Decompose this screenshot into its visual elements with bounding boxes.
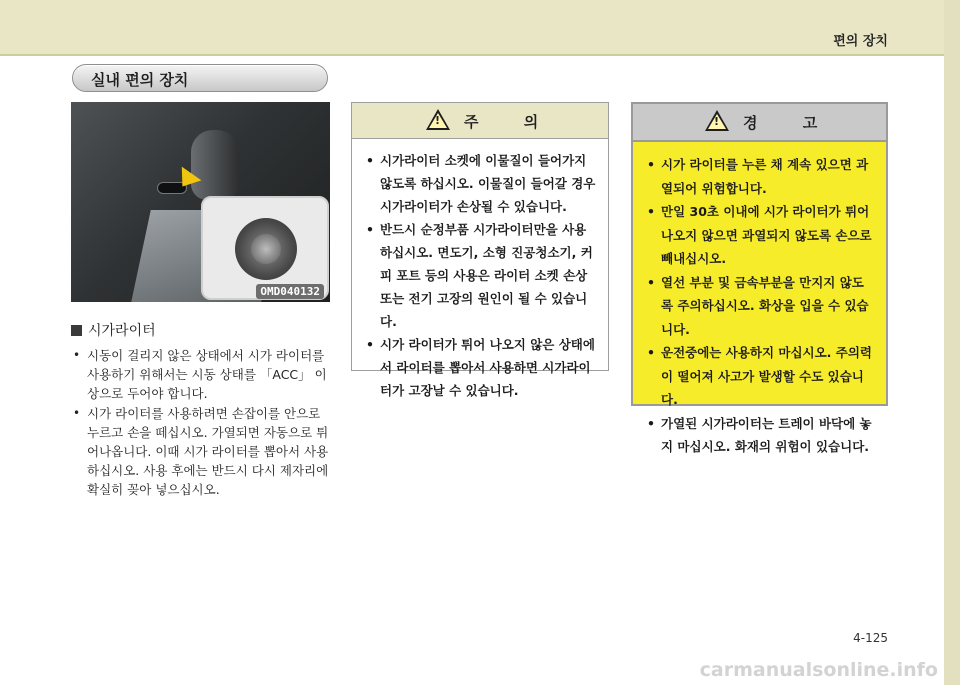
list-item: • 열선 부분 및 금속부분을 만지지 않도록 주의하십시오. 화상을 입을 수 있습니다.	[647, 271, 874, 342]
section-title: 실내 편의 장치	[91, 71, 189, 89]
lighter-instructions-list	[73, 346, 335, 500]
list-item: • 운전중에는 사용하지 마십시오. 주의력이 떨어져 사고가 발생할 수도 있습니다.	[647, 341, 874, 412]
warning-list	[633, 142, 886, 459]
cigarette-lighter-photo	[71, 102, 330, 302]
subsection-heading	[71, 320, 156, 340]
warning-triangle-icon: !	[426, 109, 450, 130]
warning-label: 경 고	[743, 114, 838, 132]
gear-shifter-knob	[191, 130, 239, 200]
page-header-band	[0, 0, 960, 56]
watermark: carmanualsonline.info	[699, 659, 938, 681]
socket-inner-cap	[251, 234, 281, 264]
section-title-pill	[72, 64, 328, 92]
subsection-heading-text: 시가라이터	[88, 323, 156, 339]
warning-triangle-icon: !	[705, 110, 729, 131]
warning-header	[633, 104, 886, 142]
square-bullet-icon	[71, 325, 82, 336]
caution-label: 주 의	[464, 113, 559, 131]
caution-header	[352, 103, 608, 139]
list-item: • 시가 라이터를 사용하려면 손잡이를 안으로 누르고 손을 떼십시오. 가열되면 자동으로 튀어나옵니다. 이때 시가 라이터를 뽑아서 사용하십시오. 사용 후에는 반드시 다시 제자리에 확실히 꽂아 넣으십시오.	[73, 404, 335, 499]
list-item: • 반드시 순정부품 시가라이터만을 사용하십시오. 면도기, 소형 진공청소기, 커피 포트 등의 사용은 라이터 소켓 손상 또는 전기 고장의 원인이 될 수 있습니다.	[366, 218, 596, 333]
list-item: • 시가 라이터가 튀어 나오지 않은 상태에서 라이터를 뽑아서 사용하면 시가라이터가 고장날 수 있습니다.	[366, 333, 596, 402]
caution-box	[351, 102, 609, 398]
page-number: 4-125	[853, 631, 888, 645]
list-item: • 가열된 시가라이터는 트레이 바닥에 놓지 마십시오. 화재의 위험이 있습니다.	[647, 412, 874, 459]
header-title: 편의 장치	[833, 34, 888, 49]
caution-list	[352, 139, 608, 402]
figure-code: OMD040132	[256, 284, 324, 299]
list-item: • 시가라이터 소켓에 이물질이 들어가지 않도록 하십시오. 이물질이 들어갈 경우 시가라이터가 손상될 수 있습니다.	[366, 149, 596, 218]
page-edge-gutter	[944, 0, 960, 685]
warning-box	[631, 102, 888, 454]
list-item: • 시가 라이터를 누른 채 계속 있으면 과열되어 위험합니다.	[647, 153, 874, 200]
list-item: • 만일 30초 이내에 시가 라이터가 튀어 나오지 않으면 과열되지 않도록 손으로 빼내십시오.	[647, 200, 874, 271]
list-item: • 시동이 걸리지 않은 상태에서 시가 라이터를 사용하기 위해서는 시동 상태를 「ACC」 이상으로 두어야 합니다.	[73, 346, 335, 403]
